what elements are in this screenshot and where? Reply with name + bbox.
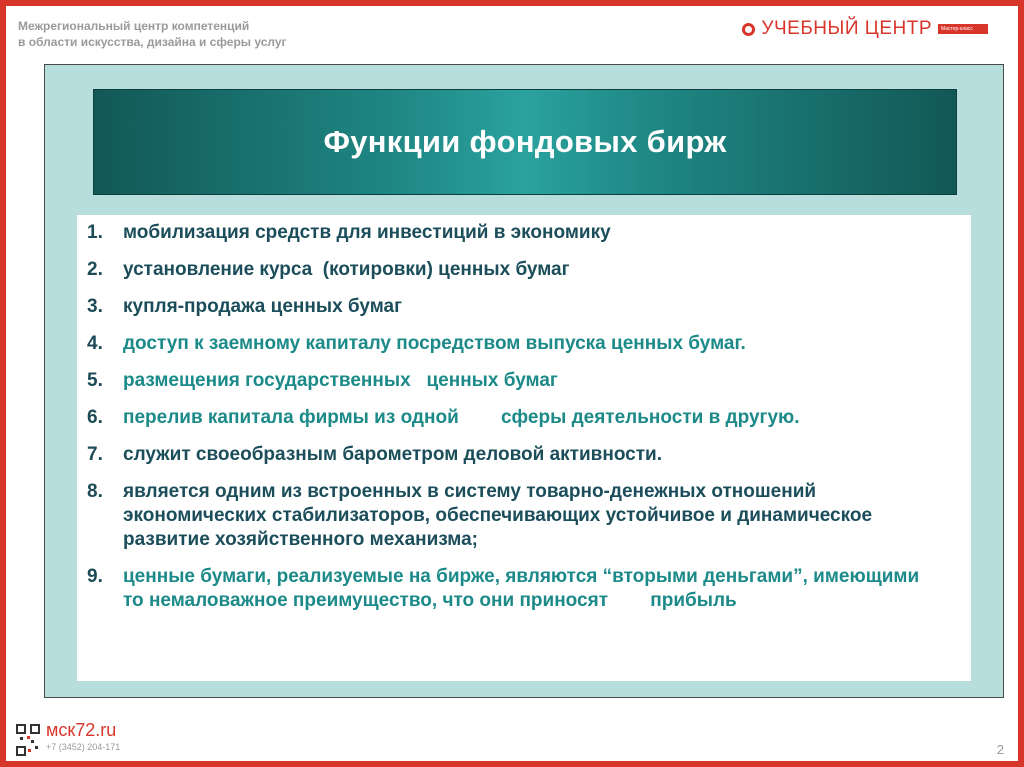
org-line-1: Межрегиональный центр компетенций: [18, 19, 250, 33]
list-item-number: 8.: [87, 481, 103, 502]
functions-list-panel: [77, 215, 971, 681]
footer-phone: +7 (3452) 204-171: [46, 742, 121, 752]
slide-title: Функции фондовых бирж: [323, 124, 727, 159]
list-item-text: мобилизация средств для инвестиций в экономику: [123, 222, 611, 243]
list-item: [87, 480, 971, 552]
list-item: [87, 369, 971, 393]
list-item: [87, 406, 971, 430]
list-item-number: 6.: [87, 407, 103, 428]
list-item-text: размещения государственных ценных бумаг: [123, 370, 558, 391]
list-item-text: купля-продажа ценных бумаг: [123, 296, 403, 317]
list-item-number: 4.: [87, 333, 103, 354]
list-item-text: является одним из встроенных в систему товарно-денежных отношений экономических стабилизаторов, обеспечивающих устойчивое и динамическое развитие хозяйственного механизма;: [123, 481, 878, 550]
title-bar: [93, 89, 957, 195]
org-line-2: в области искусства, дизайна и сферы услуг: [18, 35, 287, 49]
list-item: [87, 258, 971, 282]
list-item: [87, 565, 971, 613]
list-item-number: 7.: [87, 444, 103, 465]
list-item-text: служит своеобразным барометром деловой активности.: [123, 444, 663, 465]
list-item-text: доступ к заемному капиталу посредством выпуска ценных бумаг.: [123, 333, 746, 354]
list-item: [87, 332, 971, 356]
logo-text: УЧЕБНЫЙ ЦЕНТР: [761, 18, 932, 39]
list-item-text: установление курса (котировки) ценных бумаг: [123, 259, 570, 280]
logo-tag: Мастер-класс: [938, 24, 988, 34]
list-item-number: 3.: [87, 296, 103, 317]
circle-logo-icon: [742, 23, 755, 36]
qr-code-icon: [16, 724, 40, 756]
organization-name: [18, 18, 308, 50]
list-item: [87, 443, 971, 467]
list-item-text: ценные бумаги, реализуемые на бирже, являются “вторыми деньгами”, имеющими то немаловажное преимущество, что они приносят прибыль: [123, 566, 925, 611]
slide-panel: [44, 64, 1004, 698]
list-item-number: 2.: [87, 259, 103, 280]
list-item: [87, 295, 971, 319]
footer-site[interactable]: мск72.ru: [46, 720, 117, 740]
list-item: [87, 221, 971, 245]
list-item-text: перелив капитала фирмы из одной сферы деятельности в другую.: [123, 407, 800, 428]
functions-list: [77, 215, 971, 613]
page-number: 2: [996, 742, 1004, 757]
training-center-logo: [742, 18, 988, 40]
list-item-number: 1.: [87, 222, 103, 243]
list-item-number: 5.: [87, 370, 103, 391]
list-item-number: 9.: [87, 566, 103, 587]
